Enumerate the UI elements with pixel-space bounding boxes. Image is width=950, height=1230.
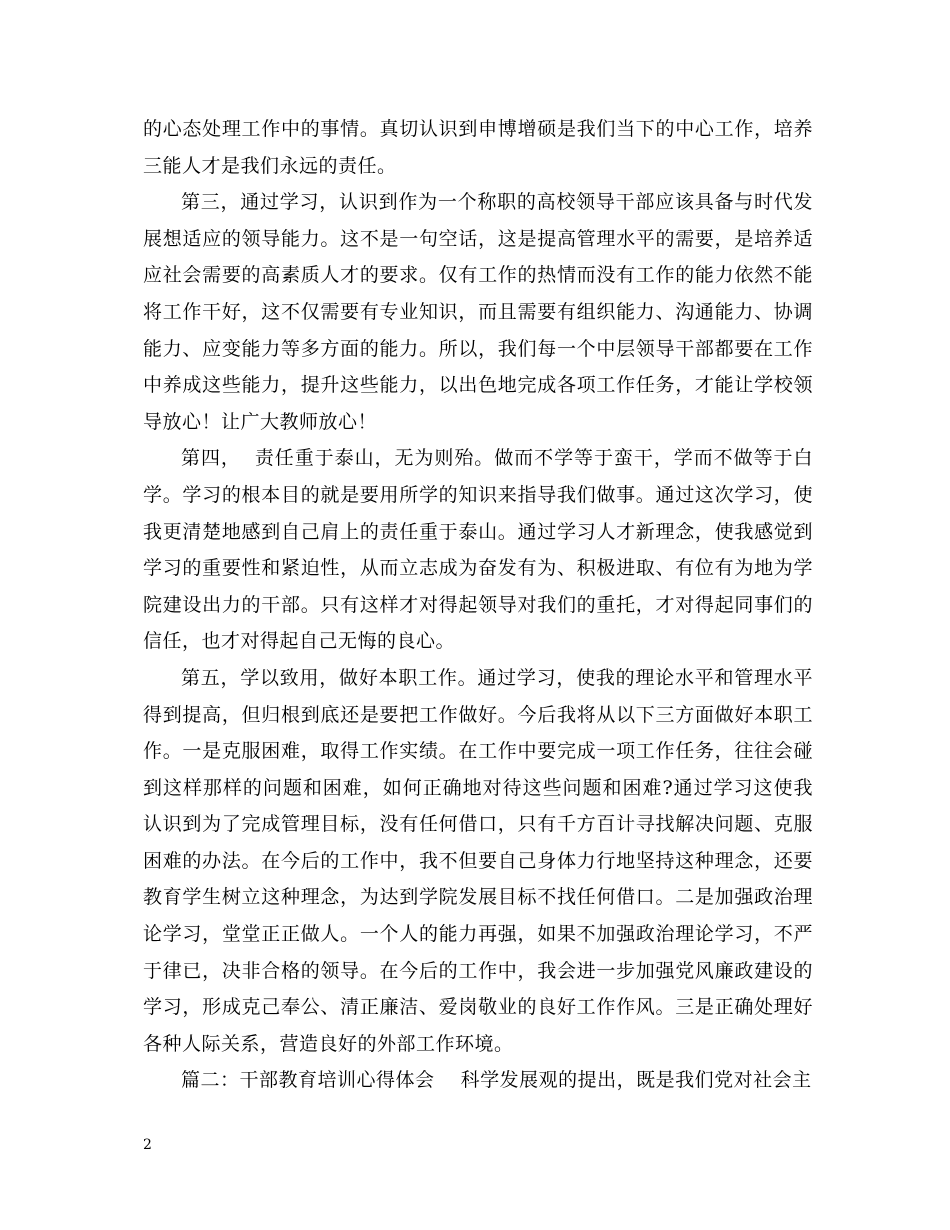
paragraph-fourth-point: 第四， 责任重于泰山，无为则殆。做而不学等于蛮干，学而不做等于白学。学习的根本目的就是要用所学的知识来指导我们做事。通过这次学习，使我更清楚地感到自己肩上的责任重于泰山。通过学习人才新理念，使我感觉到学习的重要性和紧迫性，从而立志成为奋发有为、积极进取、有位有为地为学院建设出力的干部。只有这样才对得起领导对我们的重托，才对得起同事们的信任，也才对得起自己无悔的良心。 [143, 447, 813, 653]
document-body [143, 111, 813, 1099]
paragraph-section-two-start: 篇二：干部教育培训心得体会 科学发展观的提出，既是我们党对社会主 [181, 1069, 812, 1092]
paragraph-third-point: 第三，通过学习，认识到作为一个称职的高校领导干部应该具备与时代发展想适应的领导能力。这不是一句空话，这是提高管理水平的需要，是培养适应社会需要的高素质人才的要求。仅有工作的热情而没有工作的能力依然不能将工作干好，这不仅需要有专业知识，而且需要有组织能力、沟通能力、协调能力、应变能力等多方面的能力。所以，我们每一个中层领导干部都要在工作中养成这些能力，提升这些能力，以出色地完成各项工作任务，才能让学校领导放心！让广大教师放心！ [143, 191, 813, 433]
paragraph-fifth-point: 第五，学以致用，做好本职工作。通过学习，使我的理论水平和管理水平得到提高，但归根到底还是要把工作做好。今后我将从以下三方面做好本职工作。一是克服困难，取得工作实绩。在工作中要完成一项工作任务，往往会碰到这样那样的问题和困难，如何正确地对待这些问题和困难?通过学习这使我认识到为了完成管理目标，没有任何借口，只有千方百计寻找解决问题、克服困难的办法。在今后的工作中，我不但要自己身体力行地坚持这种理念，还要教育学生树立这种理念，为达到学院发展目标不找任何借口。二是加强政治理论学习，堂堂正正做人。一个人的能力再强，如果不加强政治理论学习，不严于律已，决非合格的领导。在今后的工作中，我会进一步加强党风廉政建设的学习，形成克己奉公、清正廉洁、爱岗敬业的良好工作作风。三是正确处理好各种人际关系，营造良好的外部工作环境。 [143, 666, 813, 1055]
paragraph-continuation: 的心态处理工作中的事情。真切认识到申博增硕是我们当下的中心工作，培养三能人才是我们永远的责任。 [143, 118, 813, 177]
page-number: 2 [143, 1137, 152, 1153]
